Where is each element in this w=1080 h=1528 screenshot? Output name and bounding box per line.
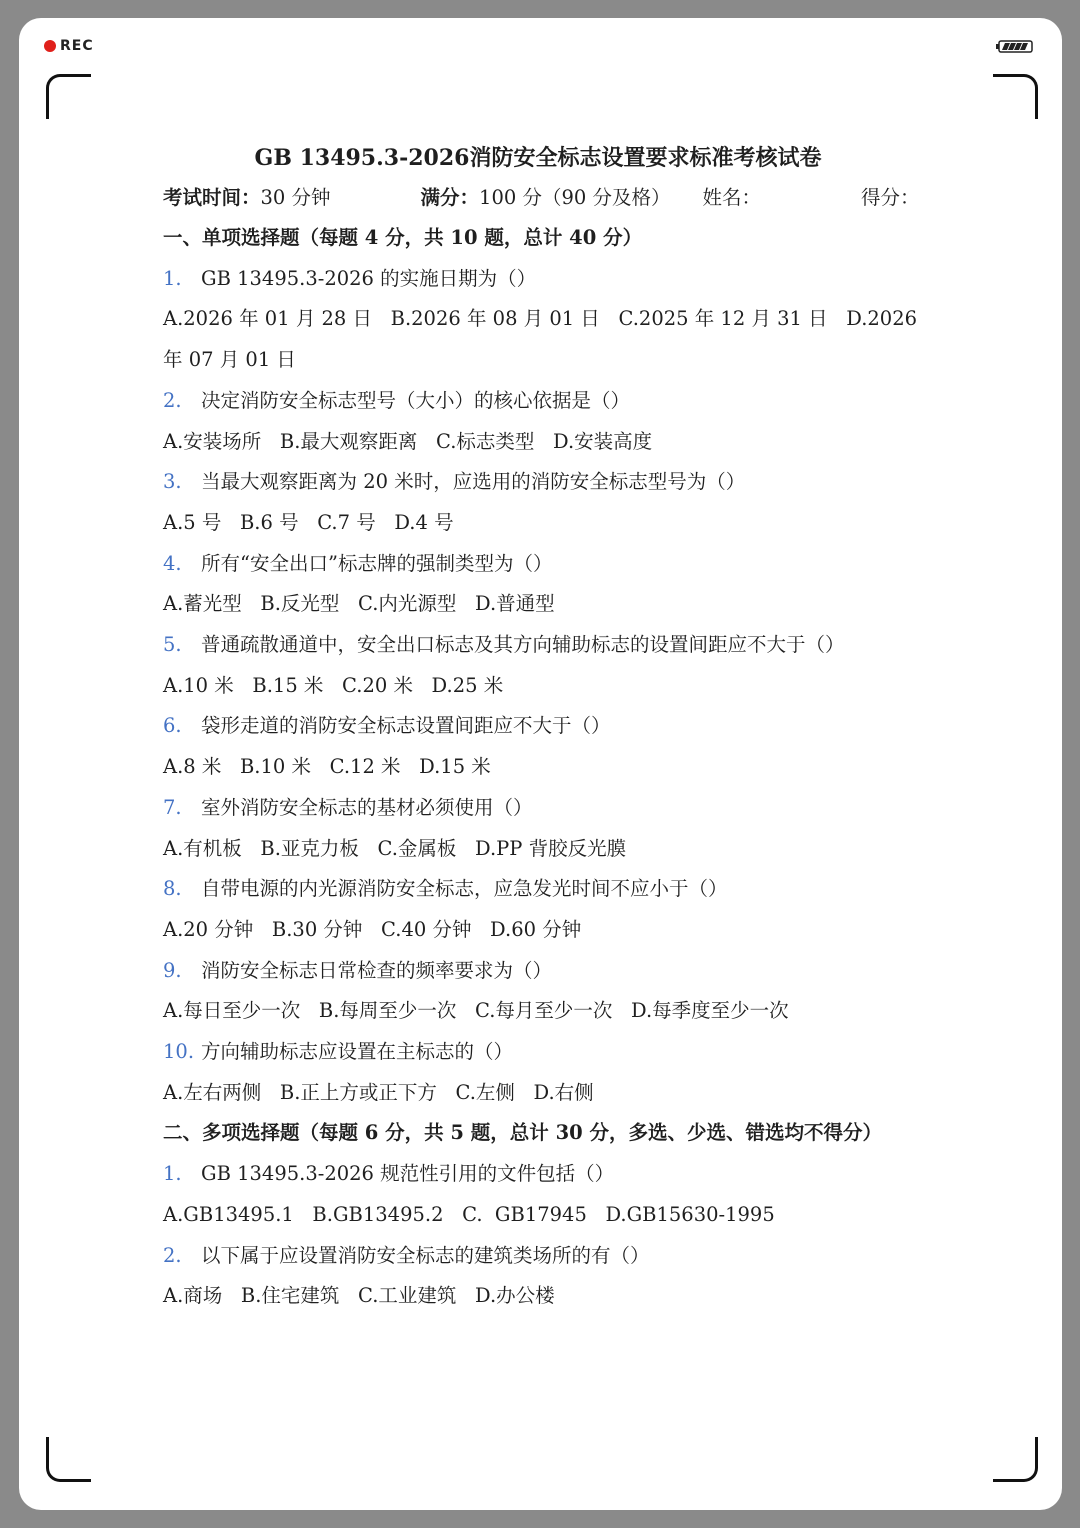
question-item xyxy=(163,381,923,422)
question-text: 以下属于应设置消防安全标志的建筑类场所的有（） xyxy=(201,1243,650,1267)
question-options: A.10 米 B.15 米 C.20 米 D.25 米 xyxy=(163,673,504,697)
question-options: A.左右两侧 B.正上方或正下方 C.左侧 D.右侧 xyxy=(163,1080,594,1104)
question-item xyxy=(163,1032,923,1073)
score-value: 100 分（90 分及格） xyxy=(479,186,671,209)
question-options: A.安装场所 B.最大观察距离 C.标志类型 D.安装高度 xyxy=(163,429,653,453)
question-options: A.有机板 B.亚克力板 C.金属板 D.PP 背胶反光膜 xyxy=(163,836,627,860)
question-text: 决定消防安全标志型号（大小）的核心依据是（） xyxy=(201,388,631,412)
question-options: A.蓄光型 B.反光型 C.内光源型 D.普通型 xyxy=(163,592,555,616)
question-options: A.20 分钟 B.30 分钟 C.40 分钟 D.60 分钟 xyxy=(163,917,582,941)
viewfinder-corner-bottom-left xyxy=(46,1437,91,1482)
viewfinder-corner-top-right xyxy=(993,74,1038,119)
record-label: REC xyxy=(60,38,94,54)
question-item xyxy=(163,1236,923,1277)
question-options: A.GB13495.1 B.GB13495.2 C. GB17945 D.GB15630-1995 xyxy=(163,1202,775,1226)
question-options: A.5 号 B.6 号 C.7 号 D.4 号 xyxy=(163,510,454,534)
question-number: 1. xyxy=(163,266,182,290)
section-2-heading: 二、多项选择题（每题 6 分，共 5 题，总计 30 分，多选、少选、错选均不得分） xyxy=(163,1121,883,1145)
question-text: 方向辅助标志应设置在主标志的（） xyxy=(201,1040,514,1064)
question-text: 所有“安全出口”标志牌的强制类型为（） xyxy=(201,551,553,575)
section-1-heading: 一、单项选择题（每题 4 分，共 10 题，总计 40 分） xyxy=(163,226,643,249)
question-item xyxy=(163,1154,923,1195)
question-text: GB 13495.3-2026 规范性引用的文件包括（） xyxy=(201,1162,615,1186)
time-label: 考试时间： xyxy=(163,186,261,209)
question-number: 5. xyxy=(163,633,182,657)
question-number: 6. xyxy=(163,714,182,738)
question-item xyxy=(163,625,923,666)
question-number: 7. xyxy=(163,795,182,819)
viewfinder-corner-top-left xyxy=(46,74,91,119)
question-item xyxy=(163,869,923,910)
question-number: 1. xyxy=(163,1162,182,1186)
viewfinder-corner-bottom-right xyxy=(993,1437,1038,1482)
question-item xyxy=(163,951,923,992)
question-number: 9. xyxy=(163,958,182,982)
question-item xyxy=(163,259,923,300)
time-value: 30 分钟 xyxy=(260,186,331,209)
question-item xyxy=(163,788,923,829)
exam-document xyxy=(163,138,923,1317)
question-text: 普通疏散通道中，安全出口标志及其方向辅助标志的设置间距应不大于（） xyxy=(201,633,845,657)
got-label: 得分： xyxy=(861,186,920,209)
question-text: 袋形走道的消防安全标志设置间距应不大于（） xyxy=(201,714,611,738)
question-options: A.2026 年 01 月 28 日 B.2026 年 08 月 01 日 C.2025 年 12 月 31 日 D.2026 xyxy=(163,307,918,331)
question-options: A.8 米 B.10 米 C.12 米 D.15 米 xyxy=(163,755,491,779)
question-item xyxy=(163,462,923,503)
question-number: 4. xyxy=(163,551,182,575)
question-options-continued: 年 07 月 01 日 xyxy=(163,348,296,372)
question-options: A.每日至少一次 B.每周至少一次 C.每月至少一次 D.每季度至少一次 xyxy=(163,999,789,1023)
question-text: 当最大观察距离为 20 米时，应选用的消防安全标志型号为（） xyxy=(201,470,746,494)
question-number: 2. xyxy=(163,1243,182,1267)
question-number: 3. xyxy=(163,470,182,494)
score-label: 满分： xyxy=(420,186,480,209)
question-text: 室外消防安全标志的基材必须使用（） xyxy=(201,795,533,819)
battery-icon xyxy=(996,40,1034,53)
question-number: 8. xyxy=(163,877,182,901)
question-options: A.商场 B.住宅建筑 C.工业建筑 D.办公楼 xyxy=(163,1284,555,1308)
question-number: 2. xyxy=(163,388,182,412)
recording-indicator xyxy=(44,38,94,54)
exam-meta-row xyxy=(163,178,923,218)
question-item xyxy=(163,706,923,747)
question-text: GB 13495.3-2026 的实施日期为（） xyxy=(201,266,537,290)
question-text: 自带电源的内光源消防安全标志，应急发光时间不应小于（） xyxy=(201,877,728,901)
exam-title: GB 13495.3-2026消防安全标志设置要求标准考核试卷 xyxy=(254,145,822,171)
record-dot-icon xyxy=(44,40,56,52)
question-number: 10. xyxy=(163,1040,195,1064)
question-item xyxy=(163,544,923,585)
question-text: 消防安全标志日常检查的频率要求为（） xyxy=(201,958,553,982)
name-label: 姓名： xyxy=(702,186,761,209)
